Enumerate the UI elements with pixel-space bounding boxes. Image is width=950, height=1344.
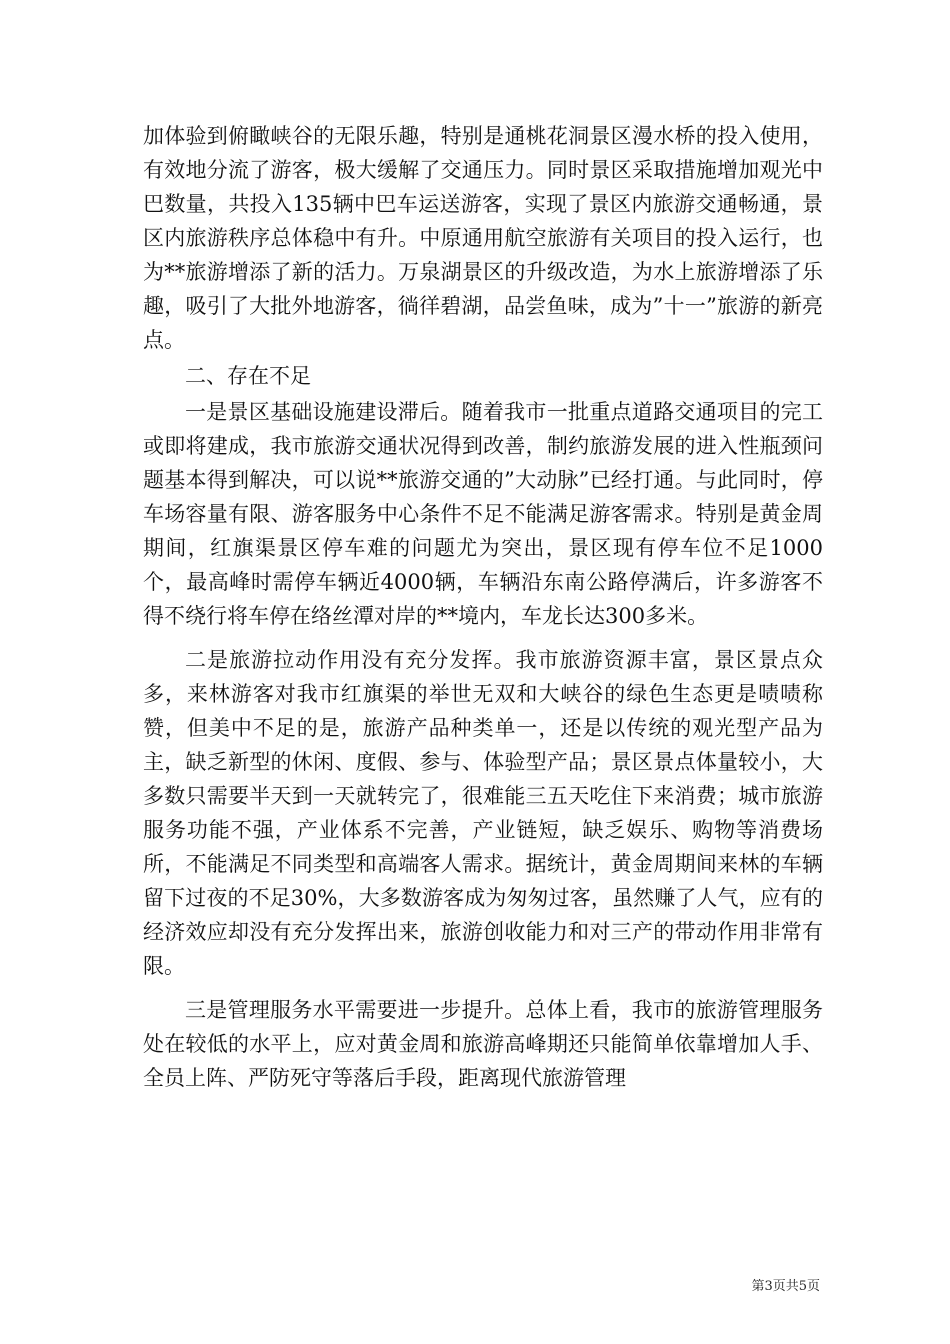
section-heading-shortcomings: 二、存在不足 [185, 364, 311, 388]
page-number-footer: 第3页共5页 [751, 1279, 820, 1294]
paragraph-tourism-impact: 二是旅游拉动作用没有充分发挥。我市旅游资源丰富，景区景点众多，来林游客对我市红旗渠的举世无双和大峡谷的绿色生态更是啧啧称赞，但美中不足的是，旅游产品种类单一，还是以传统的观光型产品为主，缺乏新型的休闲、度假、参与、体验型产品；景区景点体量较小，大多数只需要半天到一天就转完了，很难能三五天吃住下来消费；城市旅游服务功能不强，产业体系不完善，产业链短，缺乏娱乐、购物等消费场所，不能满足不同类型和高端客人需求。据统计，黄金周期间来林的车辆留下过夜的不足30%，大多数游客成为匆匆过客，虽然赚了人气，应有的经济效应却没有充分发挥出来，旅游创收能力和对三产的带动作用非常有限。 [143, 648, 823, 978]
paragraph-1: 加体验到俯瞰峡谷的无限乐趣，特别是通桃花洞景区漫水桥的投入使用，有效地分流了游客，极大缓解了交通压力。同时景区采取措施增加观光中巴数量，共投入135辆中巴车运送游客，实现了景区内旅游交通畅通，景区内旅游秩序总体稳中有升。中原通用航空旅游有关项目的投入运行，也为**旅游增添了新的活力。万泉湖景区的升级改造，为水上旅游增添了乐趣，吸引了大批外地游客，徜徉碧湖，品尝鱼味，成为”十一”旅游的新亮点。 [143, 124, 823, 352]
document-body [143, 119, 823, 1095]
paragraph-management: 三是管理服务水平需要进一步提升。总体上看，我市的旅游管理服务处在较低的水平上，应对黄金周和旅游高峰期还只能简单依靠增加人手、全员上阵、严防死守等落后手段，距离现代旅游管理 [143, 998, 823, 1090]
paragraph-infrastructure: 一是景区基础设施建设滞后。随着我市一批重点道路交通项目的完工或即将建成，我市旅游交通状况得到改善，制约旅游发展的进入性瓶颈问题基本得到解决，可以说**旅游交通的”大动脉”已经打通。与此同时，停车场容量有限、游客服务中心条件不足不能满足游客需求。特别是黄金周期间，红旗渠景区停车难的问题尤为突出，景区现有停车位不足1000个，最高峰时需停车辆近4000辆，车辆沿东南公路停满后，许多游客不得不绕行将车停在络丝潭对岸的**境内，车龙长达300多米。 [143, 400, 823, 628]
